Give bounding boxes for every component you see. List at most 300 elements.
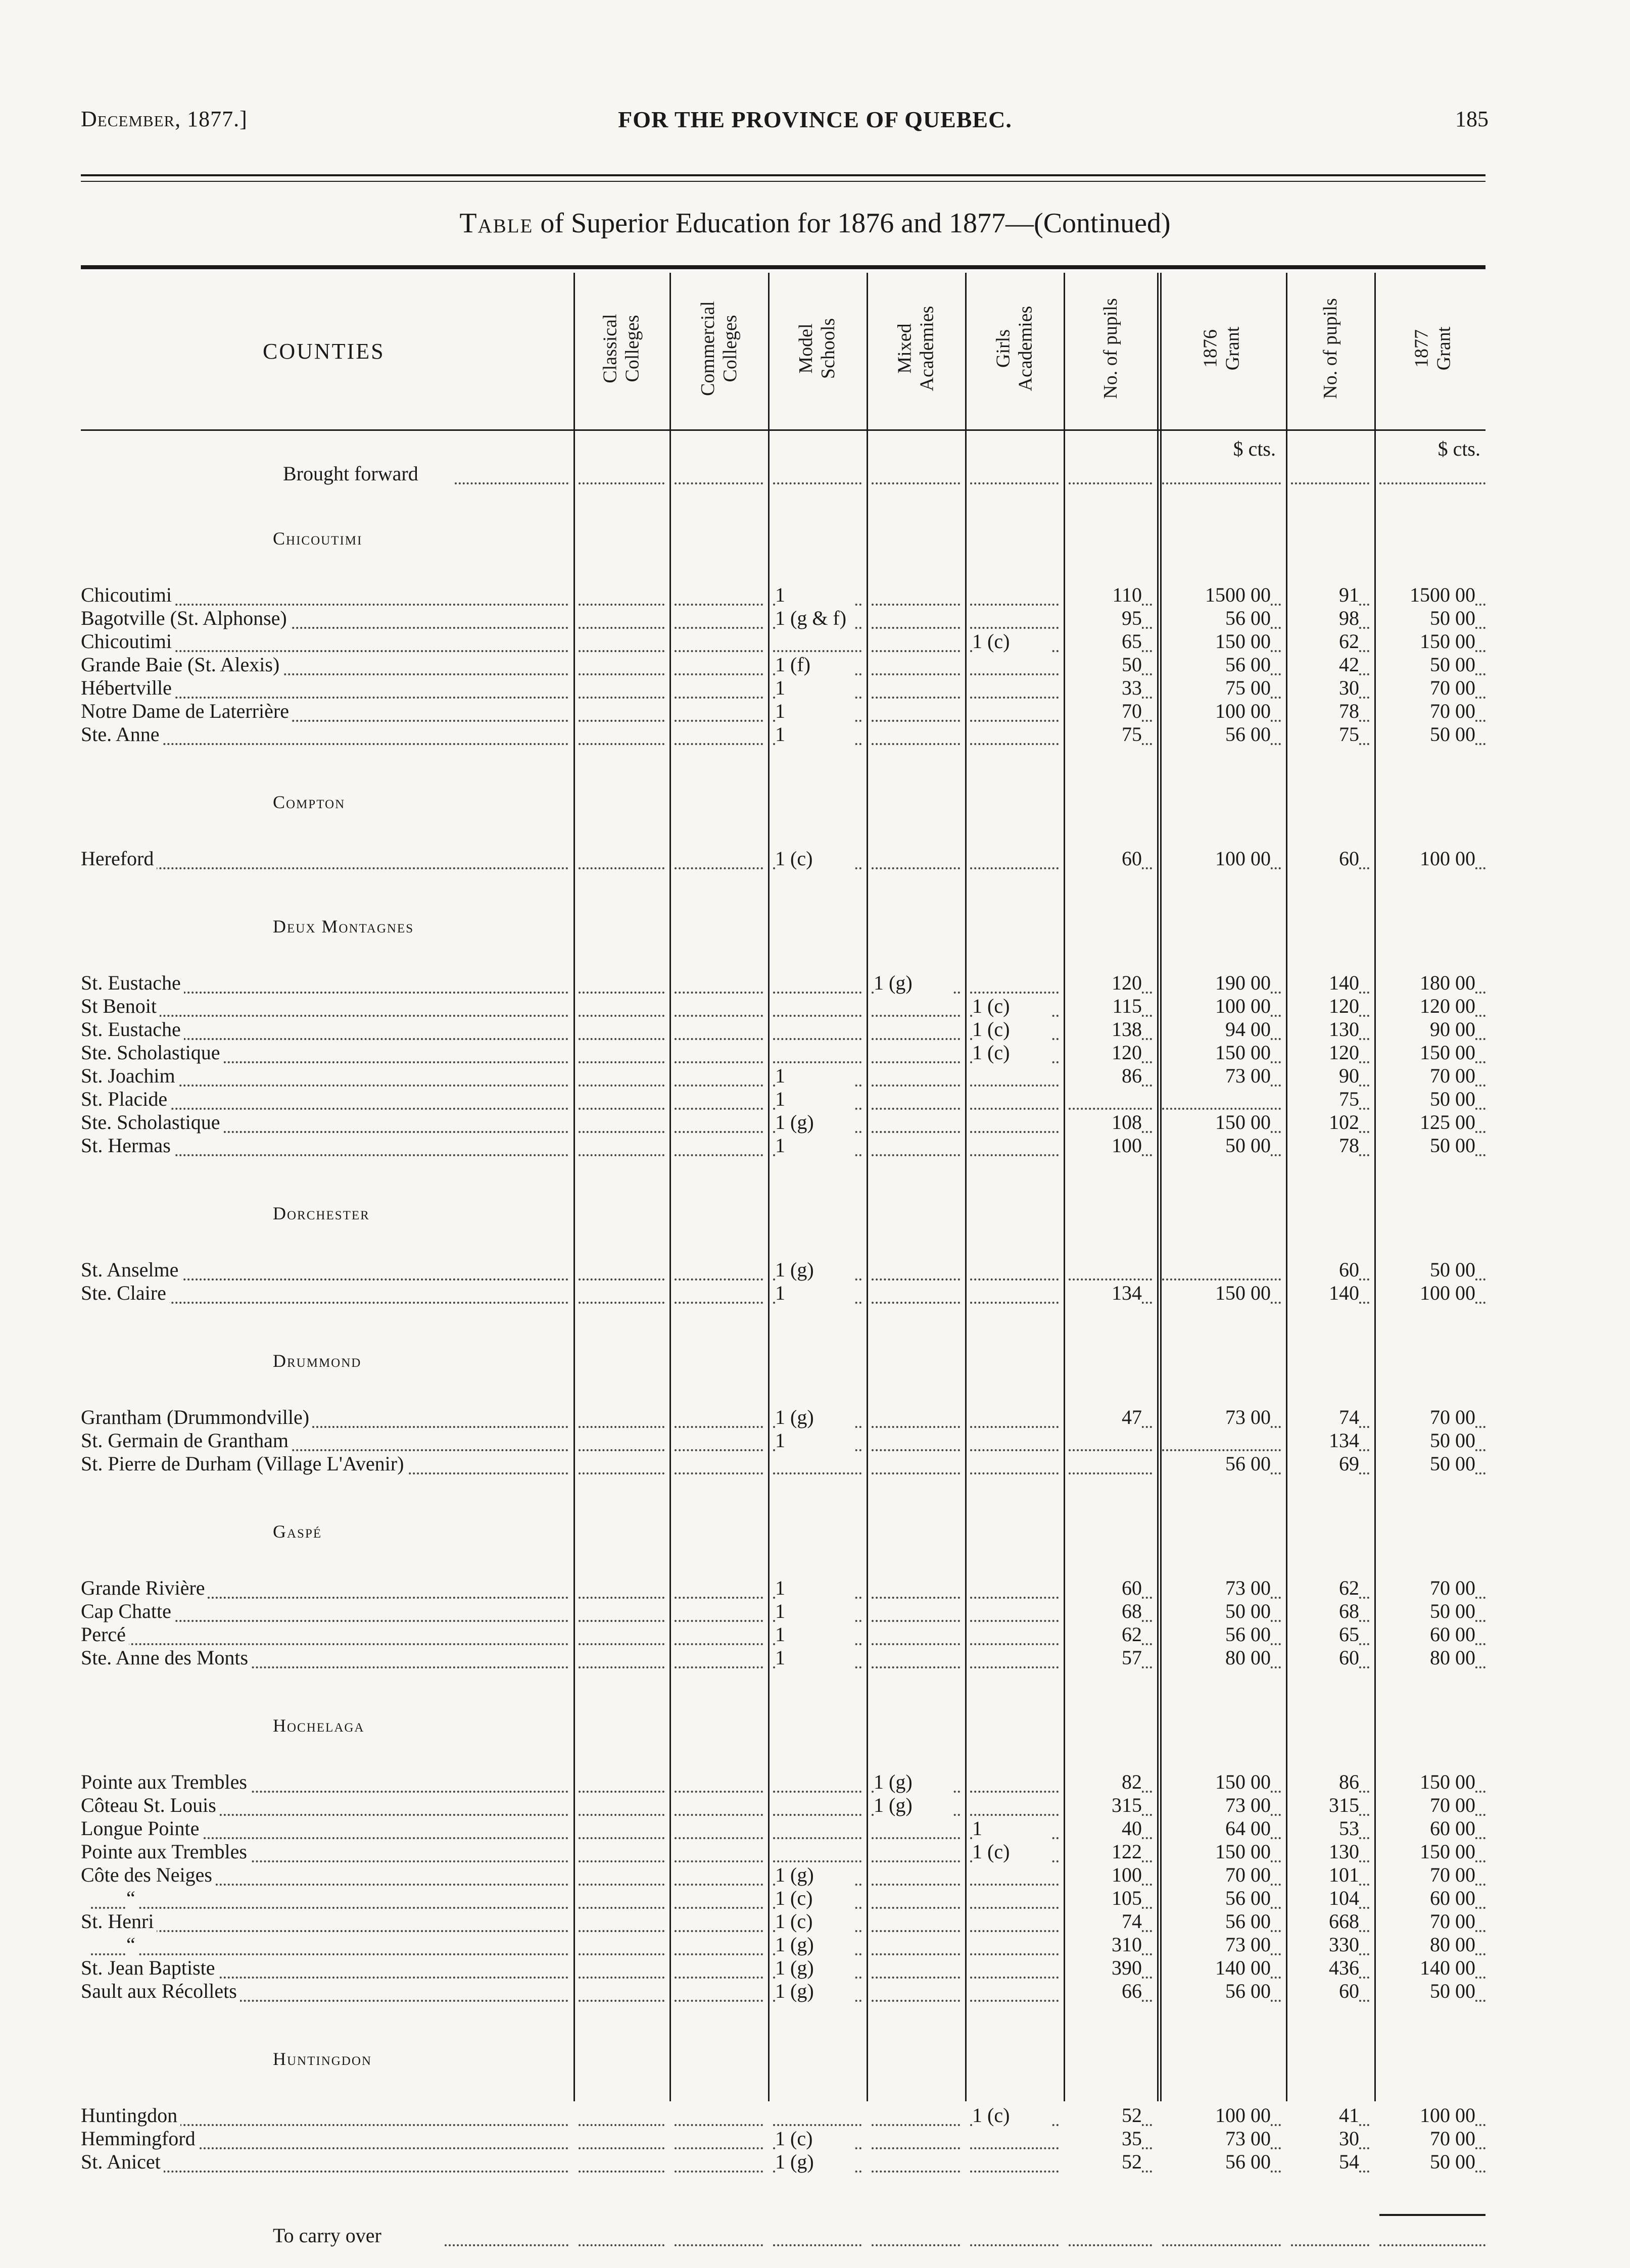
cell-grant1877: 70 00 — [1379, 700, 1475, 723]
dot-leader — [675, 1938, 763, 1955]
place-name: Chicoutimi — [81, 583, 175, 607]
dot-leader — [675, 588, 763, 606]
dot-leader — [872, 2229, 960, 2246]
dot-leader — [970, 1116, 1059, 1133]
dot-leader — [579, 635, 664, 652]
dot-leader — [872, 1069, 960, 1087]
dot-leader — [675, 1582, 763, 1599]
cell-pupils1876: 120 — [1069, 971, 1142, 995]
dot-leader — [970, 1093, 1059, 1110]
dot-leader — [675, 1651, 763, 1668]
dot-leader — [675, 1046, 763, 1063]
dot-leader — [773, 2109, 861, 2126]
cell-grant1877: 70 00 — [1379, 676, 1475, 700]
cell-grant1877: 50 00 — [1379, 653, 1475, 676]
cell-pupils1877: 436 — [1291, 1956, 1359, 1980]
page-header-left: December, 1877.] — [81, 107, 248, 131]
place-name: Ste. Claire — [81, 1281, 169, 1305]
carry-over-label: To carry over — [273, 2224, 445, 2247]
dot-leader — [970, 1915, 1059, 1932]
cell-pupils1876: 60 — [1069, 1576, 1142, 1600]
dot-leader — [675, 681, 763, 699]
dot-leader — [579, 1985, 664, 2002]
dot-leader — [675, 1868, 763, 1886]
cell-pupils1877: 104 — [1291, 1887, 1359, 1910]
dot-leader — [675, 658, 763, 675]
dot-leader — [970, 1985, 1059, 2002]
cell-pupils1876: 105 — [1069, 1887, 1142, 1910]
column-divider — [1064, 273, 1065, 2101]
place-name: Bagotville (St. Alphonse) — [81, 607, 290, 630]
dot-leader — [872, 1093, 960, 1110]
cell-grant1877: 50 00 — [1379, 723, 1475, 746]
dot-leader — [91, 1915, 568, 1932]
cell-grant1877: 125 00 — [1379, 1111, 1475, 1134]
column-divider — [965, 273, 967, 2101]
dot-leader — [872, 2155, 960, 2173]
cell-pupils1877: 120 — [1291, 1041, 1359, 1064]
cell-pupils1877: 101 — [1291, 1863, 1359, 1887]
cell-pupils1877: 315 — [1291, 1794, 1359, 1817]
place-name: “ — [126, 1933, 138, 1956]
cell-model: 1 (c) — [775, 2127, 853, 2150]
dot-leader — [675, 2155, 763, 2173]
cell-grant1876: 70 00 — [1162, 1863, 1271, 1887]
cell-grant1877: 50 00 — [1379, 1452, 1475, 1475]
dot-leader — [872, 1139, 960, 1156]
dot-leader — [872, 1651, 960, 1668]
dot-leader — [675, 2132, 763, 2149]
cell-pupils1876: 68 — [1069, 1600, 1142, 1623]
cell-pupils1876: 40 — [1069, 1817, 1142, 1840]
dot-leader — [579, 1093, 664, 1110]
dot-leader — [970, 1582, 1059, 1599]
dot-leader — [872, 1628, 960, 1645]
place-name: St. Jean Baptiste — [81, 1956, 218, 1980]
dot-leader — [579, 1023, 664, 1040]
cell-girls: 1 (c) — [972, 1840, 1050, 1863]
cell-grant1877: 50 00 — [1379, 1134, 1475, 1157]
cell-grant1877: 100 00 — [1379, 847, 1475, 870]
cell-mixed: 1 (g) — [874, 1770, 952, 1794]
cell-grant1877: 60 00 — [1379, 1623, 1475, 1646]
cell-pupils1877: 75 — [1291, 1088, 1359, 1111]
dot-leader — [970, 1457, 1059, 1474]
cell-model: 1 — [775, 1646, 853, 1669]
cell-grant1877: 1500 00 — [1379, 583, 1475, 607]
cell-model: 1 (g & f) — [775, 607, 853, 630]
cell-pupils1877: 62 — [1291, 630, 1359, 653]
cell-grant1876: 56 00 — [1162, 1887, 1271, 1910]
cell-pupils1876: 100 — [1069, 1863, 1142, 1887]
dot-leader — [579, 1582, 664, 1599]
cell-girls: 1 (c) — [972, 995, 1050, 1018]
place-name: Hemmingford — [81, 2127, 199, 2150]
dot-leader — [970, 612, 1059, 629]
cell-pupils1876: 108 — [1069, 1111, 1142, 1134]
header-rule-2 — [81, 181, 1485, 182]
cell-grant1876: 56 00 — [1162, 653, 1271, 676]
dot-leader — [970, 658, 1059, 675]
place-name: Ste. Scholastique — [81, 1111, 223, 1134]
cell-model: 1 — [775, 700, 853, 723]
dot-leader — [1162, 467, 1281, 484]
cell-grant1877: 70 00 — [1379, 1794, 1475, 1817]
column-header-text: 1876 Grant — [1200, 326, 1243, 371]
dot-leader — [773, 1457, 861, 1474]
cell-model: 1 — [775, 1429, 853, 1452]
dot-leader — [675, 612, 763, 629]
dot-leader — [970, 705, 1059, 722]
dot-leader — [872, 1434, 960, 1451]
cell-pupils1876: 134 — [1069, 1281, 1142, 1305]
column-header-classical — [573, 273, 669, 424]
cell-model: 1 (g) — [775, 1258, 853, 1281]
dot-leader — [970, 2229, 1059, 2246]
dot-leader — [675, 1628, 763, 1645]
column-divider — [768, 273, 770, 2101]
dot-leader — [675, 1605, 763, 1622]
cell-pupils1877: 54 — [1291, 2150, 1359, 2174]
dot-leader — [579, 2155, 664, 2173]
cell-grant1877: 50 00 — [1379, 1600, 1475, 1623]
cell-grant1876: 150 00 — [1162, 1281, 1271, 1305]
dot-leader — [872, 2132, 960, 2149]
counties-column-header: COUNTIES — [263, 339, 385, 364]
cell-grant1876: 56 00 — [1162, 723, 1271, 746]
cell-grant1876: 80 00 — [1162, 1646, 1271, 1669]
cell-grant1877: 50 00 — [1379, 2150, 1475, 2174]
dot-leader — [872, 1457, 960, 1474]
dot-leader — [773, 1776, 861, 1793]
dot-leader — [872, 1892, 960, 1909]
dot-leader — [675, 1139, 763, 1156]
dot-leader — [675, 1116, 763, 1133]
dot-leader — [579, 1822, 664, 1839]
cell-model: 1 (c) — [775, 1887, 853, 1910]
cell-grant1877: 70 00 — [1379, 2127, 1475, 2150]
place-name: St. Eustache — [81, 1018, 184, 1041]
dot-leader — [675, 1457, 763, 1474]
unit-label: $ cts. — [1437, 437, 1480, 460]
dot-leader — [872, 467, 960, 484]
cell-pupils1877: 68 — [1291, 1600, 1359, 1623]
dot-leader — [970, 1961, 1059, 1979]
dot-leader — [675, 1985, 763, 2002]
dot-leader — [970, 1139, 1059, 1156]
column-header-girls — [965, 273, 1064, 424]
cell-model: 1 (g) — [775, 1980, 853, 2003]
dot-leader — [1291, 467, 1369, 484]
dot-leader — [872, 588, 960, 606]
cell-model: 1 (g) — [775, 1111, 853, 1134]
cell-mixed: 1 (g) — [874, 971, 952, 995]
cell-model: 1 (g) — [775, 1933, 853, 1956]
place-name: St. Pierre de Durham (Village L'Avenir) — [81, 1452, 407, 1475]
cell-grant1877: 70 00 — [1379, 1406, 1475, 1429]
cell-pupils1876: 315 — [1069, 1794, 1142, 1817]
dot-leader — [579, 2229, 664, 2246]
dot-leader — [675, 705, 763, 722]
cell-pupils1876: 100 — [1069, 1134, 1142, 1157]
dot-leader — [872, 705, 960, 722]
cell-pupils1877: 30 — [1291, 676, 1359, 700]
cell-grant1876: 56 00 — [1162, 1452, 1271, 1475]
cell-pupils1877: 140 — [1291, 971, 1359, 995]
place-name: Ste. Anne — [81, 723, 163, 746]
dot-leader — [579, 2109, 664, 2126]
cell-pupils1876: 33 — [1069, 676, 1142, 700]
dot-leader — [872, 681, 960, 699]
dot-leader — [91, 852, 568, 869]
column-divider — [867, 273, 868, 2101]
dot-leader — [773, 2229, 861, 2246]
column-header-text: Model Schools — [795, 318, 839, 379]
dot-leader — [970, 1776, 1059, 1793]
cell-pupils1877: 60 — [1291, 847, 1359, 870]
dot-leader — [91, 1938, 568, 1955]
cell-grant1877: 70 00 — [1379, 1910, 1475, 1933]
dot-leader — [579, 1628, 664, 1645]
cell-pupils1876: 70 — [1069, 700, 1142, 723]
cell-pupils1877: 130 — [1291, 1018, 1359, 1041]
cell-grant1877: 80 00 — [1379, 1933, 1475, 1956]
cell-pupils1877: 98 — [1291, 607, 1359, 630]
cell-grant1877: 90 00 — [1379, 1018, 1475, 1041]
dot-leader — [579, 1069, 664, 1087]
cell-pupils1876: 65 — [1069, 630, 1142, 653]
cell-grant1876: 150 00 — [1162, 630, 1271, 653]
dot-leader — [970, 1069, 1059, 1087]
cell-girls: 1 — [972, 1817, 1050, 1840]
cell-grant1877: 50 00 — [1379, 607, 1475, 630]
cell-grant1876: 100 00 — [1162, 2104, 1271, 2127]
dot-leader — [91, 1628, 568, 1645]
cell-grant1876: 140 00 — [1162, 1956, 1271, 1980]
dot-leader — [872, 1822, 960, 1839]
cell-pupils1876: 115 — [1069, 995, 1142, 1018]
county-heading: Deux Montagnes — [273, 916, 414, 936]
cell-grant1877: 50 00 — [1379, 1980, 1475, 2003]
cell-pupils1877: 90 — [1291, 1064, 1359, 1088]
dot-leader — [773, 635, 861, 652]
dot-leader — [579, 1961, 664, 1979]
cell-grant1877: 80 00 — [1379, 1646, 1475, 1669]
county-heading: Drummond — [273, 1351, 362, 1371]
place-name: “ — [126, 1887, 138, 1910]
dot-leader — [872, 1046, 960, 1063]
cell-pupils1877: 78 — [1291, 1134, 1359, 1157]
cell-pupils1877: 120 — [1291, 995, 1359, 1018]
cell-pupils1877: 41 — [1291, 2104, 1359, 2127]
cell-grant1876: 75 00 — [1162, 676, 1271, 700]
cell-pupils1876: 52 — [1069, 2150, 1142, 2174]
dot-leader — [970, 2155, 1059, 2173]
dot-leader — [675, 467, 763, 484]
dot-leader — [579, 1892, 664, 1909]
column-divider — [1157, 273, 1159, 2101]
column-header-text: No. of pupils — [1319, 298, 1341, 399]
cell-model: 1 — [775, 1281, 853, 1305]
dot-leader — [970, 1263, 1059, 1280]
dot-leader — [1069, 1093, 1152, 1110]
dot-leader — [445, 2229, 568, 2246]
place-name: St. Joachim — [81, 1064, 178, 1088]
column-divider — [669, 273, 671, 2101]
cell-pupils1876: 66 — [1069, 1980, 1142, 2003]
dot-leader — [872, 1605, 960, 1622]
cell-pupils1876: 82 — [1069, 1770, 1142, 1794]
dot-leader — [579, 1915, 664, 1932]
caption-rest: of Superior Education for 1876 and 1877—(Continued) — [533, 208, 1171, 239]
cell-model: 1 — [775, 1134, 853, 1157]
dot-leader — [872, 1915, 960, 1932]
cell-model: 1 — [775, 676, 853, 700]
county-heading: Dorchester — [273, 1203, 370, 1223]
cell-grant1876: 73 00 — [1162, 1064, 1271, 1088]
dot-leader — [579, 1434, 664, 1451]
cell-grant1876: 73 00 — [1162, 1794, 1271, 1817]
dot-leader — [579, 1776, 664, 1793]
column-divider-double — [1160, 273, 1162, 2101]
cell-grant1876: 150 00 — [1162, 1041, 1271, 1064]
column-header-commercial — [669, 273, 768, 424]
cell-grant1877: 70 00 — [1379, 1064, 1475, 1088]
cell-grant1877: 50 00 — [1379, 1258, 1475, 1281]
cell-pupils1876: 86 — [1069, 1064, 1142, 1088]
place-name: Percé — [81, 1623, 129, 1646]
dot-leader — [1069, 2229, 1152, 2246]
cell-grant1876: 56 00 — [1162, 1980, 1271, 2003]
dot-leader — [579, 976, 664, 994]
dot-leader — [579, 1605, 664, 1622]
place-name: St. Henri — [81, 1910, 157, 1933]
cell-grant1876: 100 00 — [1162, 847, 1271, 870]
cell-pupils1877: 42 — [1291, 653, 1359, 676]
column-header-text: Girls Academies — [992, 306, 1036, 391]
dot-leader — [1379, 467, 1485, 484]
dot-leader — [579, 1000, 664, 1017]
dot-leader — [970, 588, 1059, 606]
table-top-rule — [81, 265, 1485, 269]
dot-leader — [579, 1287, 664, 1304]
dot-leader — [675, 976, 763, 994]
dot-leader — [872, 1023, 960, 1040]
cell-girls: 1 (c) — [972, 2104, 1050, 2127]
dot-leader — [675, 1776, 763, 1793]
cell-grant1876: 64 00 — [1162, 1817, 1271, 1840]
page-header-title: FOR THE PROVINCE OF QUEBEC. — [618, 107, 1012, 132]
place-name: Ste. Anne des Monts — [81, 1646, 251, 1669]
dot-leader — [675, 1799, 763, 1816]
cell-model: 1 (g) — [775, 2150, 853, 2174]
place-name: St. Eustache — [81, 971, 184, 995]
cell-model: 1 (g) — [775, 1863, 853, 1887]
column-header-text: 1877 Grant — [1411, 326, 1454, 371]
cell-grant1877: 100 00 — [1379, 1281, 1475, 1305]
cell-model: 1 — [775, 1088, 853, 1111]
cell-model: 1 (f) — [775, 653, 853, 676]
dot-leader — [970, 681, 1059, 699]
cell-pupils1877: 140 — [1291, 1281, 1359, 1305]
cell-pupils1877: 53 — [1291, 1817, 1359, 1840]
cell-pupils1876: 310 — [1069, 1933, 1142, 1956]
dot-leader — [579, 612, 664, 629]
cell-model: 1 — [775, 1623, 853, 1646]
dot-leader — [675, 1069, 763, 1087]
table-head-rule — [81, 429, 1485, 431]
dot-leader — [872, 728, 960, 745]
brought-forward-label: Brought forward — [283, 462, 455, 485]
cell-model: 1 — [775, 723, 853, 746]
cell-grant1877: 150 00 — [1379, 1840, 1475, 1863]
dot-leader — [872, 1868, 960, 1886]
cell-pupils1876: 95 — [1069, 607, 1142, 630]
cell-pupils1877: 668 — [1291, 1910, 1359, 1933]
dot-leader — [970, 1799, 1059, 1816]
cell-grant1876: 100 00 — [1162, 700, 1271, 723]
place-name: Ste. Scholastique — [81, 1041, 223, 1064]
cell-grant1877: 150 00 — [1379, 1041, 1475, 1064]
dot-leader — [579, 852, 664, 869]
place-name: Chicoutimi — [81, 630, 175, 653]
dot-leader — [675, 1023, 763, 1040]
dot-leader — [675, 1000, 763, 1017]
cell-girls: 1 (c) — [972, 1041, 1050, 1064]
dot-leader — [579, 1651, 664, 1668]
dot-leader — [872, 1985, 960, 2002]
dot-leader — [1069, 467, 1152, 484]
cell-pupils1876: 50 — [1069, 653, 1142, 676]
column-header-text: Commercial Colleges — [697, 301, 741, 396]
cell-pupils1877: 102 — [1291, 1111, 1359, 1134]
place-name: Côte des Neiges — [81, 1863, 215, 1887]
place-name: Grande Rivière — [81, 1576, 208, 1600]
dot-leader — [872, 1116, 960, 1133]
dot-leader — [872, 1582, 960, 1599]
cell-pupils1877: 330 — [1291, 1933, 1359, 1956]
cell-pupils1877: 74 — [1291, 1406, 1359, 1429]
cell-grant1877: 70 00 — [1379, 1576, 1475, 1600]
column-header-text: Classical Colleges — [599, 314, 643, 383]
cell-pupils1877: 75 — [1291, 723, 1359, 746]
cell-pupils1877: 130 — [1291, 1840, 1359, 1863]
place-name: Huntingdon — [81, 2104, 180, 2127]
cell-grant1877: 50 00 — [1379, 1088, 1475, 1111]
place-name: St. Hermas — [81, 1134, 174, 1157]
dot-leader — [579, 1116, 664, 1133]
dot-leader — [970, 1868, 1059, 1886]
cell-pupils1877: 60 — [1291, 1646, 1359, 1669]
dot-leader — [970, 1892, 1059, 1909]
dot-leader — [675, 1961, 763, 1979]
column-header-text: No. of pupils — [1099, 298, 1121, 399]
cell-pupils1877: 65 — [1291, 1623, 1359, 1646]
dot-leader — [1069, 1263, 1152, 1280]
dot-leader — [675, 1434, 763, 1451]
place-name: Grantham (Drummondville) — [81, 1406, 312, 1429]
dot-leader — [675, 635, 763, 652]
cell-grant1876: 1500 00 — [1162, 583, 1271, 607]
dot-leader — [579, 1263, 664, 1280]
cell-grant1876: 150 00 — [1162, 1770, 1271, 1794]
dot-leader — [773, 1000, 861, 1017]
dot-leader — [455, 467, 568, 484]
cell-pupils1876: 390 — [1069, 1956, 1142, 1980]
dot-leader — [773, 1845, 861, 1862]
cell-grant1877: 150 00 — [1379, 630, 1475, 653]
cell-model: 1 (g) — [775, 1956, 853, 1980]
